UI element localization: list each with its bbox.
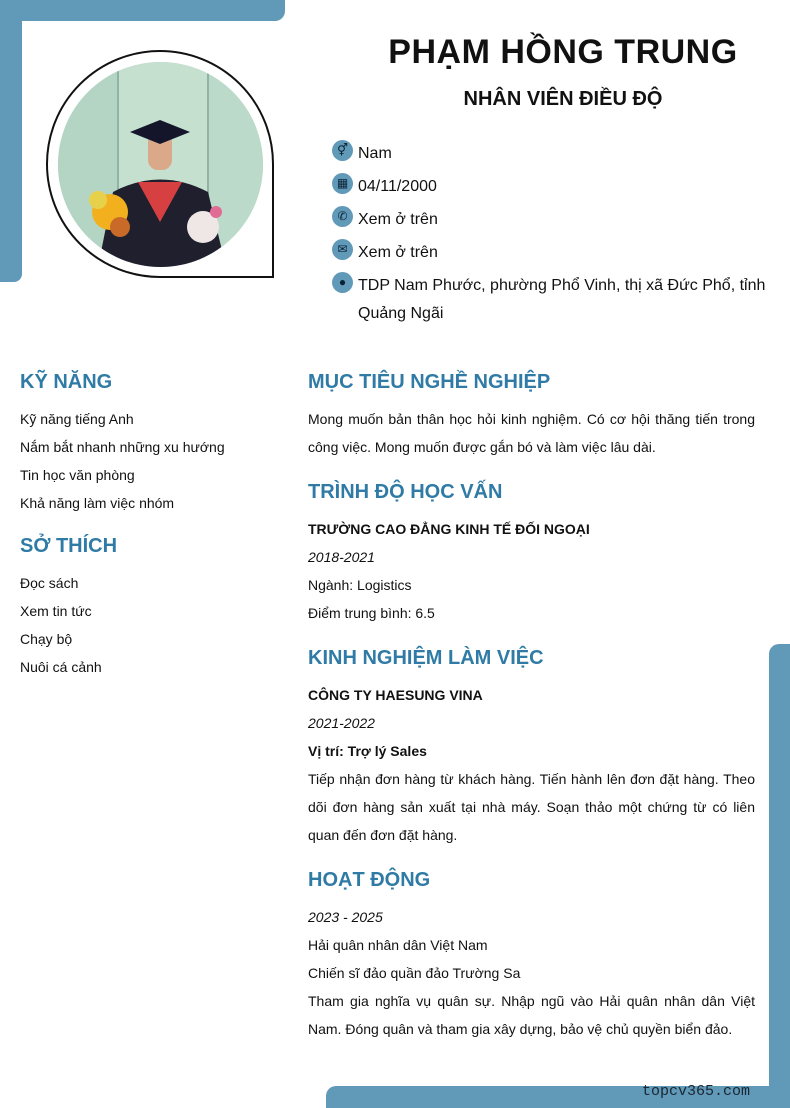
experience-period: 2021-2022	[308, 715, 375, 731]
contact-birthday	[332, 173, 772, 201]
decor-bar-top	[0, 0, 285, 21]
contact-list	[332, 140, 772, 333]
hobby-item: Đọc sách	[20, 575, 79, 591]
email-icon: ✉	[332, 239, 353, 260]
hobby-item: Xem tin tức	[20, 603, 92, 619]
location-icon: ●	[332, 272, 353, 293]
decor-bar-right	[769, 644, 790, 1108]
watermark: topcv365.com	[642, 1083, 751, 1100]
skill-item: Nắm bắt nhanh những xu hướng	[20, 439, 225, 455]
skill-item: Kỹ năng tiếng Anh	[20, 411, 134, 427]
education-gpa: Điểm trung bình: 6.5	[308, 605, 435, 621]
job-title: NHÂN VIÊN ĐIỀU ĐỘ	[463, 88, 663, 110]
graduate-portrait-image	[58, 62, 263, 267]
gender-icon: ⚥	[332, 140, 353, 161]
contact-email	[332, 239, 772, 267]
education-heading: TRÌNH ĐỘ HỌC VẤN	[308, 481, 503, 503]
contact-gender	[332, 140, 772, 168]
activities-org: Hải quân nhân dân Việt Nam	[308, 937, 488, 953]
objective-text: Mong muốn bản thân học hỏi kinh nghiệm. Có cơ hội thăng tiến trong công việc. Mong muốn được gắn bó và làm việc lâu dài.	[308, 411, 755, 455]
phone-icon: ✆	[332, 206, 353, 227]
experience-description: Tiếp nhận đơn hàng từ khách hàng. Tiến hành lên đơn đặt hàng. Theo dõi đơn hàng sản xuất tại nhà máy. Soạn thảo một chứng từ có liên quan đến đơn đặt hàng.	[308, 771, 755, 843]
experience-position: Vị trí: Trợ lý Sales	[308, 743, 427, 759]
hobbies-heading: SỞ THÍCH	[20, 535, 118, 557]
skill-item: Khả năng làm việc nhóm	[20, 495, 175, 511]
skills-heading: KỸ NĂNG	[20, 371, 113, 393]
education-major: Ngành: Logistics	[308, 577, 412, 593]
contact-phone-text: Xem ở trên	[358, 211, 438, 228]
activities-role: Chiến sĩ đảo quần đảo Trường Sa	[308, 965, 521, 981]
education-school: TRƯỜNG CAO ĐẲNG KINH TẾ ĐỐI NGOẠI	[308, 521, 590, 537]
objective-heading: MỤC TIÊU NGHỀ NGHIỆP	[308, 371, 551, 393]
activities-description: Tham gia nghĩa vụ quân sự. Nhập ngũ vào Hải quân nhân dân Việt Nam. Đóng quân và tham gia xây dựng, bảo vệ chủ quyền biển đảo.	[308, 993, 755, 1037]
contact-email-text: Xem ở trên	[358, 244, 438, 261]
contact-birthday-text: 04/11/2000	[358, 178, 437, 195]
calendar-icon: ▦	[332, 173, 353, 194]
activities-period: 2023 - 2025	[308, 909, 383, 925]
contact-address-text: TDP Nam Phước, phường Phổ Vinh, thị xã Đức Phổ, tỉnh Quảng Ngãi	[358, 277, 766, 322]
activities-heading: HOẠT ĐỘNG	[308, 869, 431, 891]
contact-gender-text: Nam	[358, 145, 392, 162]
hobby-item: Nuôi cá cảnh	[20, 659, 102, 675]
contact-phone	[332, 206, 772, 234]
education-period: 2018-2021	[308, 549, 375, 565]
experience-heading: KINH NGHIỆM LÀM VIỆC	[308, 647, 544, 669]
profile-photo	[58, 62, 263, 267]
contact-address	[332, 272, 772, 328]
experience-company: CÔNG TY HAESUNG VINA	[308, 687, 483, 703]
candidate-name: PHẠM HỒNG TRUNG	[388, 33, 738, 71]
skill-item: Tin học văn phòng	[20, 467, 135, 483]
decor-bar-left	[0, 0, 22, 282]
hobby-item: Chạy bộ	[20, 631, 73, 647]
